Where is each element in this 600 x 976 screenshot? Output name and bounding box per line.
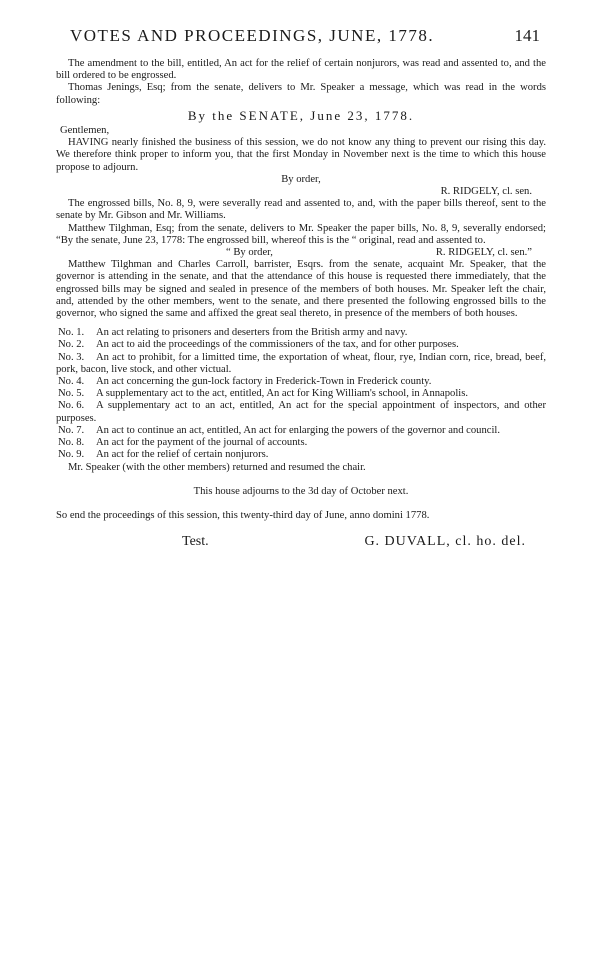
by-order-2: “ By order,	[226, 247, 273, 259]
list-item: No. 1. An act relating to prisoners and deserters from the British army and navy.	[58, 327, 408, 339]
signature-ridgely-2: R. RIDGELY, cl. sen.”	[435, 247, 532, 259]
list-item: No. 4. An act concerning the gun-lock factory in Frederick-Town in Frederick county.	[58, 376, 432, 388]
bill-list	[56, 327, 546, 461]
paragraph-senate-message: HAVING nearly finished the business of this session, we do not know any thing to prevent our rising this day. We therefore think proper to inform you, that the first Monday in November next is the time to which this house propose to adjourn.	[56, 137, 546, 173]
page-header	[70, 26, 540, 46]
salutation: Gentlemen,	[60, 125, 110, 137]
adjournment-line: This house adjourns to the 3d day of October next.	[193, 485, 409, 497]
list-item: No. 7. An act to continue an act, entitled, An act for enlarging the powers of the governor and council.	[58, 424, 501, 436]
closing-line: So end the proceedings of this session, this twenty-third day of June, anno domini 1778.	[56, 509, 430, 521]
senate-heading: By the SENATE, June 23, 1778.	[187, 107, 415, 123]
paragraph-governor: Matthew Tilghman and Charles Carroll, barrister, Esqrs. from the senate, acquaint Mr. Speaker, that the governor is attending in the senate, and that the attendance of this house is requested there immediately, that the engrossed bills may be signed and sealed in presence of the members of both houses. Mr. Speaker left the chair, and, attended by the other members, went to the senate, and there presented the following engrossed bills to the governor, who signed the same and affixed the great seal thereto, in presence of the members of both houses.	[56, 259, 546, 320]
list-item: No. 9. An act for the relief of certain nonjurors.	[58, 449, 269, 461]
test-label: Test.	[182, 534, 209, 550]
paragraph-amendment: The amendment to the bill, entitled, An act for the relief of certain nonjurors, was read and assented to, and the bill ordered to be engrossed.	[56, 58, 546, 82]
list-item: No. 2. An act to aid the proceedings of the commissioners of the tax, and for other purposes.	[58, 339, 459, 351]
page-number: 141	[514, 26, 540, 45]
list-item: No. 6. A supplementary act to an act, entitled, An act for the special appointment of inspectors, and other purposes.	[56, 400, 546, 424]
paragraph-engrossed-bills: The engrossed bills, No. 8, 9, were severally read and assented to, and, with the paper bills thereof, sent to the senate by Mr. Gibson and Mr. Williams.	[56, 198, 546, 222]
clerk-signature: G. DUVALL, cl. ho. del.	[364, 534, 526, 550]
list-item: No. 5. A supplementary act to the act, entitled, An act for King William's school, in Annapolis.	[58, 388, 468, 400]
page-title: VOTES AND PROCEEDINGS, JUNE, 1778.	[70, 26, 435, 45]
paragraph-message: Thomas Jenings, Esq; from the senate, delivers to Mr. Speaker a message, which was read in the words following:	[56, 82, 546, 106]
body-text	[56, 58, 546, 548]
by-order-1: By order,	[281, 173, 321, 185]
list-item: No. 3. An act to prohibit, for a limitted time, the exportation of wheat, flour, rye, Indian corn, rice, bread, beef, pork, bacon, live stock, and other victual.	[56, 351, 546, 375]
attestation	[56, 536, 546, 548]
paragraph-tilghman: Matthew Tilghman, Esq; from the senate, delivers to Mr. Speaker the paper bills, No. 8, 9, severally endorsed; “By the senate, June 23, 1778: The engrossed bill, whereof this is the “ original, read and assented to.	[56, 222, 546, 246]
paragraph-returned: Mr. Speaker (with the other members) returned and resumed the chair.	[68, 461, 366, 473]
list-item: No. 8. An act for the payment of the journal of accounts.	[58, 437, 308, 449]
signature-row-2	[56, 247, 546, 259]
signature-ridgely-1: R. RIDGELY, cl. sen.	[440, 186, 532, 198]
